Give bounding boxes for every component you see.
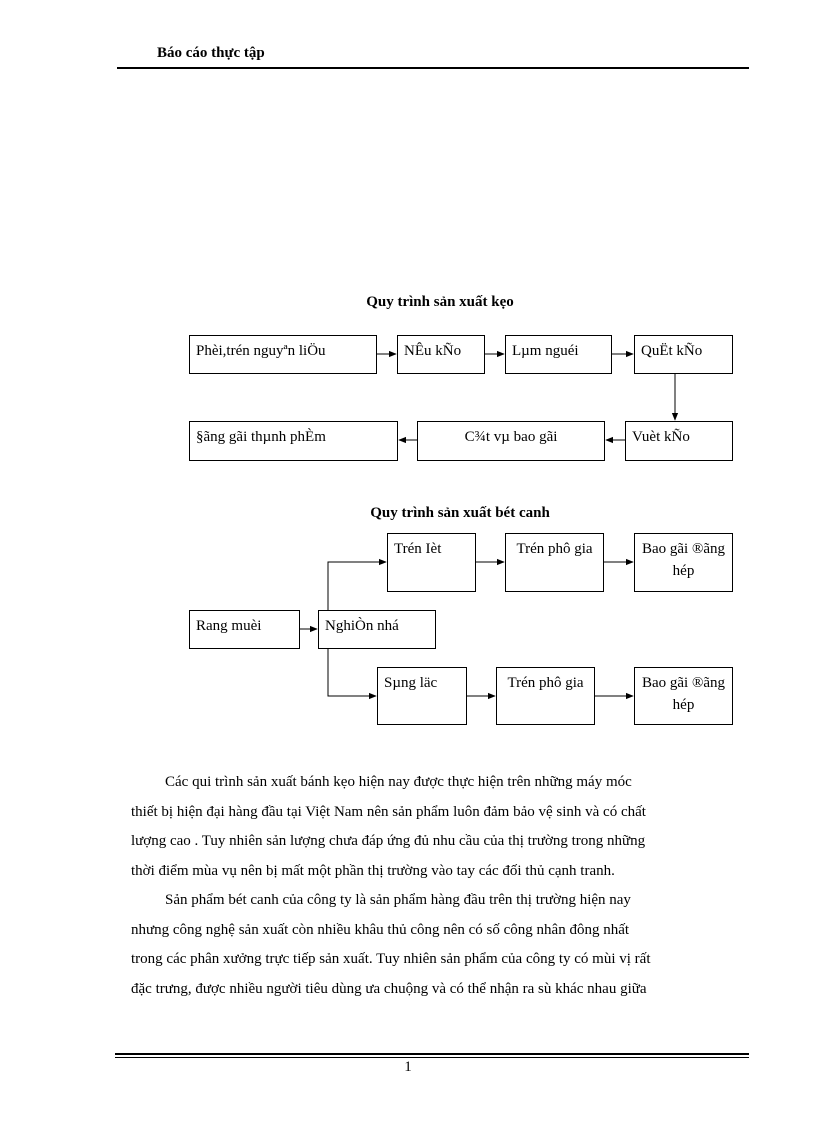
seasoning-process-title: Quy trình sản xuất bét canh bbox=[370, 505, 550, 521]
arrow-grind-to-bottom-branch bbox=[328, 649, 376, 696]
seasoning-top-package: Bao gãi ®ãng hép bbox=[634, 533, 733, 592]
candy-step-mix-ingredients: Phèi,trén nguyªn liÖu bbox=[189, 335, 377, 374]
page-number: 1 bbox=[404, 1059, 412, 1075]
paragraph-line: Các qui trình sản xuất bánh kẹo hiện nay được thực hiện trên những máy móc bbox=[165, 774, 632, 790]
seasoning-step-roast-salt: Rang muèi bbox=[189, 610, 300, 649]
paragraph-line: lượng cao . Tuy nhiên sản lượng chưa đáp ứng đủ nhu cầu của thị trường trong những bbox=[131, 833, 646, 850]
candy-step-stir: QuËt kÑo bbox=[634, 335, 733, 374]
arrow-grind-to-top-branch bbox=[328, 562, 386, 610]
paragraph-seasoning-product bbox=[131, 886, 745, 1004]
footer-divider-thin bbox=[115, 1057, 749, 1058]
candy-step-cool: Lµm nguéi bbox=[505, 335, 612, 374]
paragraph-line: đặc trưng, được nhiều người tiêu dùng ưa chuộng và có thể nhận ra sù khác nhau giữa bbox=[131, 980, 647, 997]
paragraph-line: thời điểm mùa vụ nên bị mất một phần thị trường vào tay các đối thủ cạnh tranh. bbox=[131, 862, 615, 879]
paragraph-line: trong các phân xưởng trực tiếp sản xuất. Tuy nhiên sản phẩm của công ty có mùi vị rất bbox=[131, 951, 651, 968]
paragraph-line: Sản phẩm bét canh của công ty là sản phẩm hàng đầu trên thị trường hiện nay bbox=[165, 892, 631, 908]
candy-step-shape: Vuèt kÑo bbox=[625, 421, 733, 461]
seasoning-bottom-sieve: Sµng läc bbox=[377, 667, 467, 725]
candy-step-package-product: §ãng gãi thµnh phÈm bbox=[189, 421, 398, 461]
paragraph-line: thiết bị hiện đại hàng đầu tại Việt Nam nên sản phẩm luôn đảm bảo vệ sinh và có chất bbox=[131, 803, 646, 820]
paragraph-production-process bbox=[131, 768, 745, 886]
candy-step-cook: NÊu kÑo bbox=[397, 335, 485, 374]
seasoning-bottom-package: Bao gãi ®ãng hép bbox=[634, 667, 733, 725]
seasoning-top-mix-iodine: Trén Ièt bbox=[387, 533, 476, 592]
paragraph-line: nhưng công nghệ sản xuất còn nhiều khâu thủ công nên có số công nhân đông nhất bbox=[131, 921, 630, 938]
seasoning-top-mix-additives: Trén phô gia bbox=[505, 533, 604, 592]
seasoning-bottom-mix-additives: Trén phô gia bbox=[496, 667, 595, 725]
footer-divider-thick bbox=[115, 1053, 749, 1055]
candy-step-cut-wrap: C¾t vµ bao gãi bbox=[417, 421, 605, 461]
candy-process-title: Quy trình sản xuất kẹo bbox=[366, 294, 514, 310]
report-header-title: Báo cáo thực tập bbox=[157, 45, 265, 61]
seasoning-step-grind: NghiÒn nhá bbox=[318, 610, 436, 649]
